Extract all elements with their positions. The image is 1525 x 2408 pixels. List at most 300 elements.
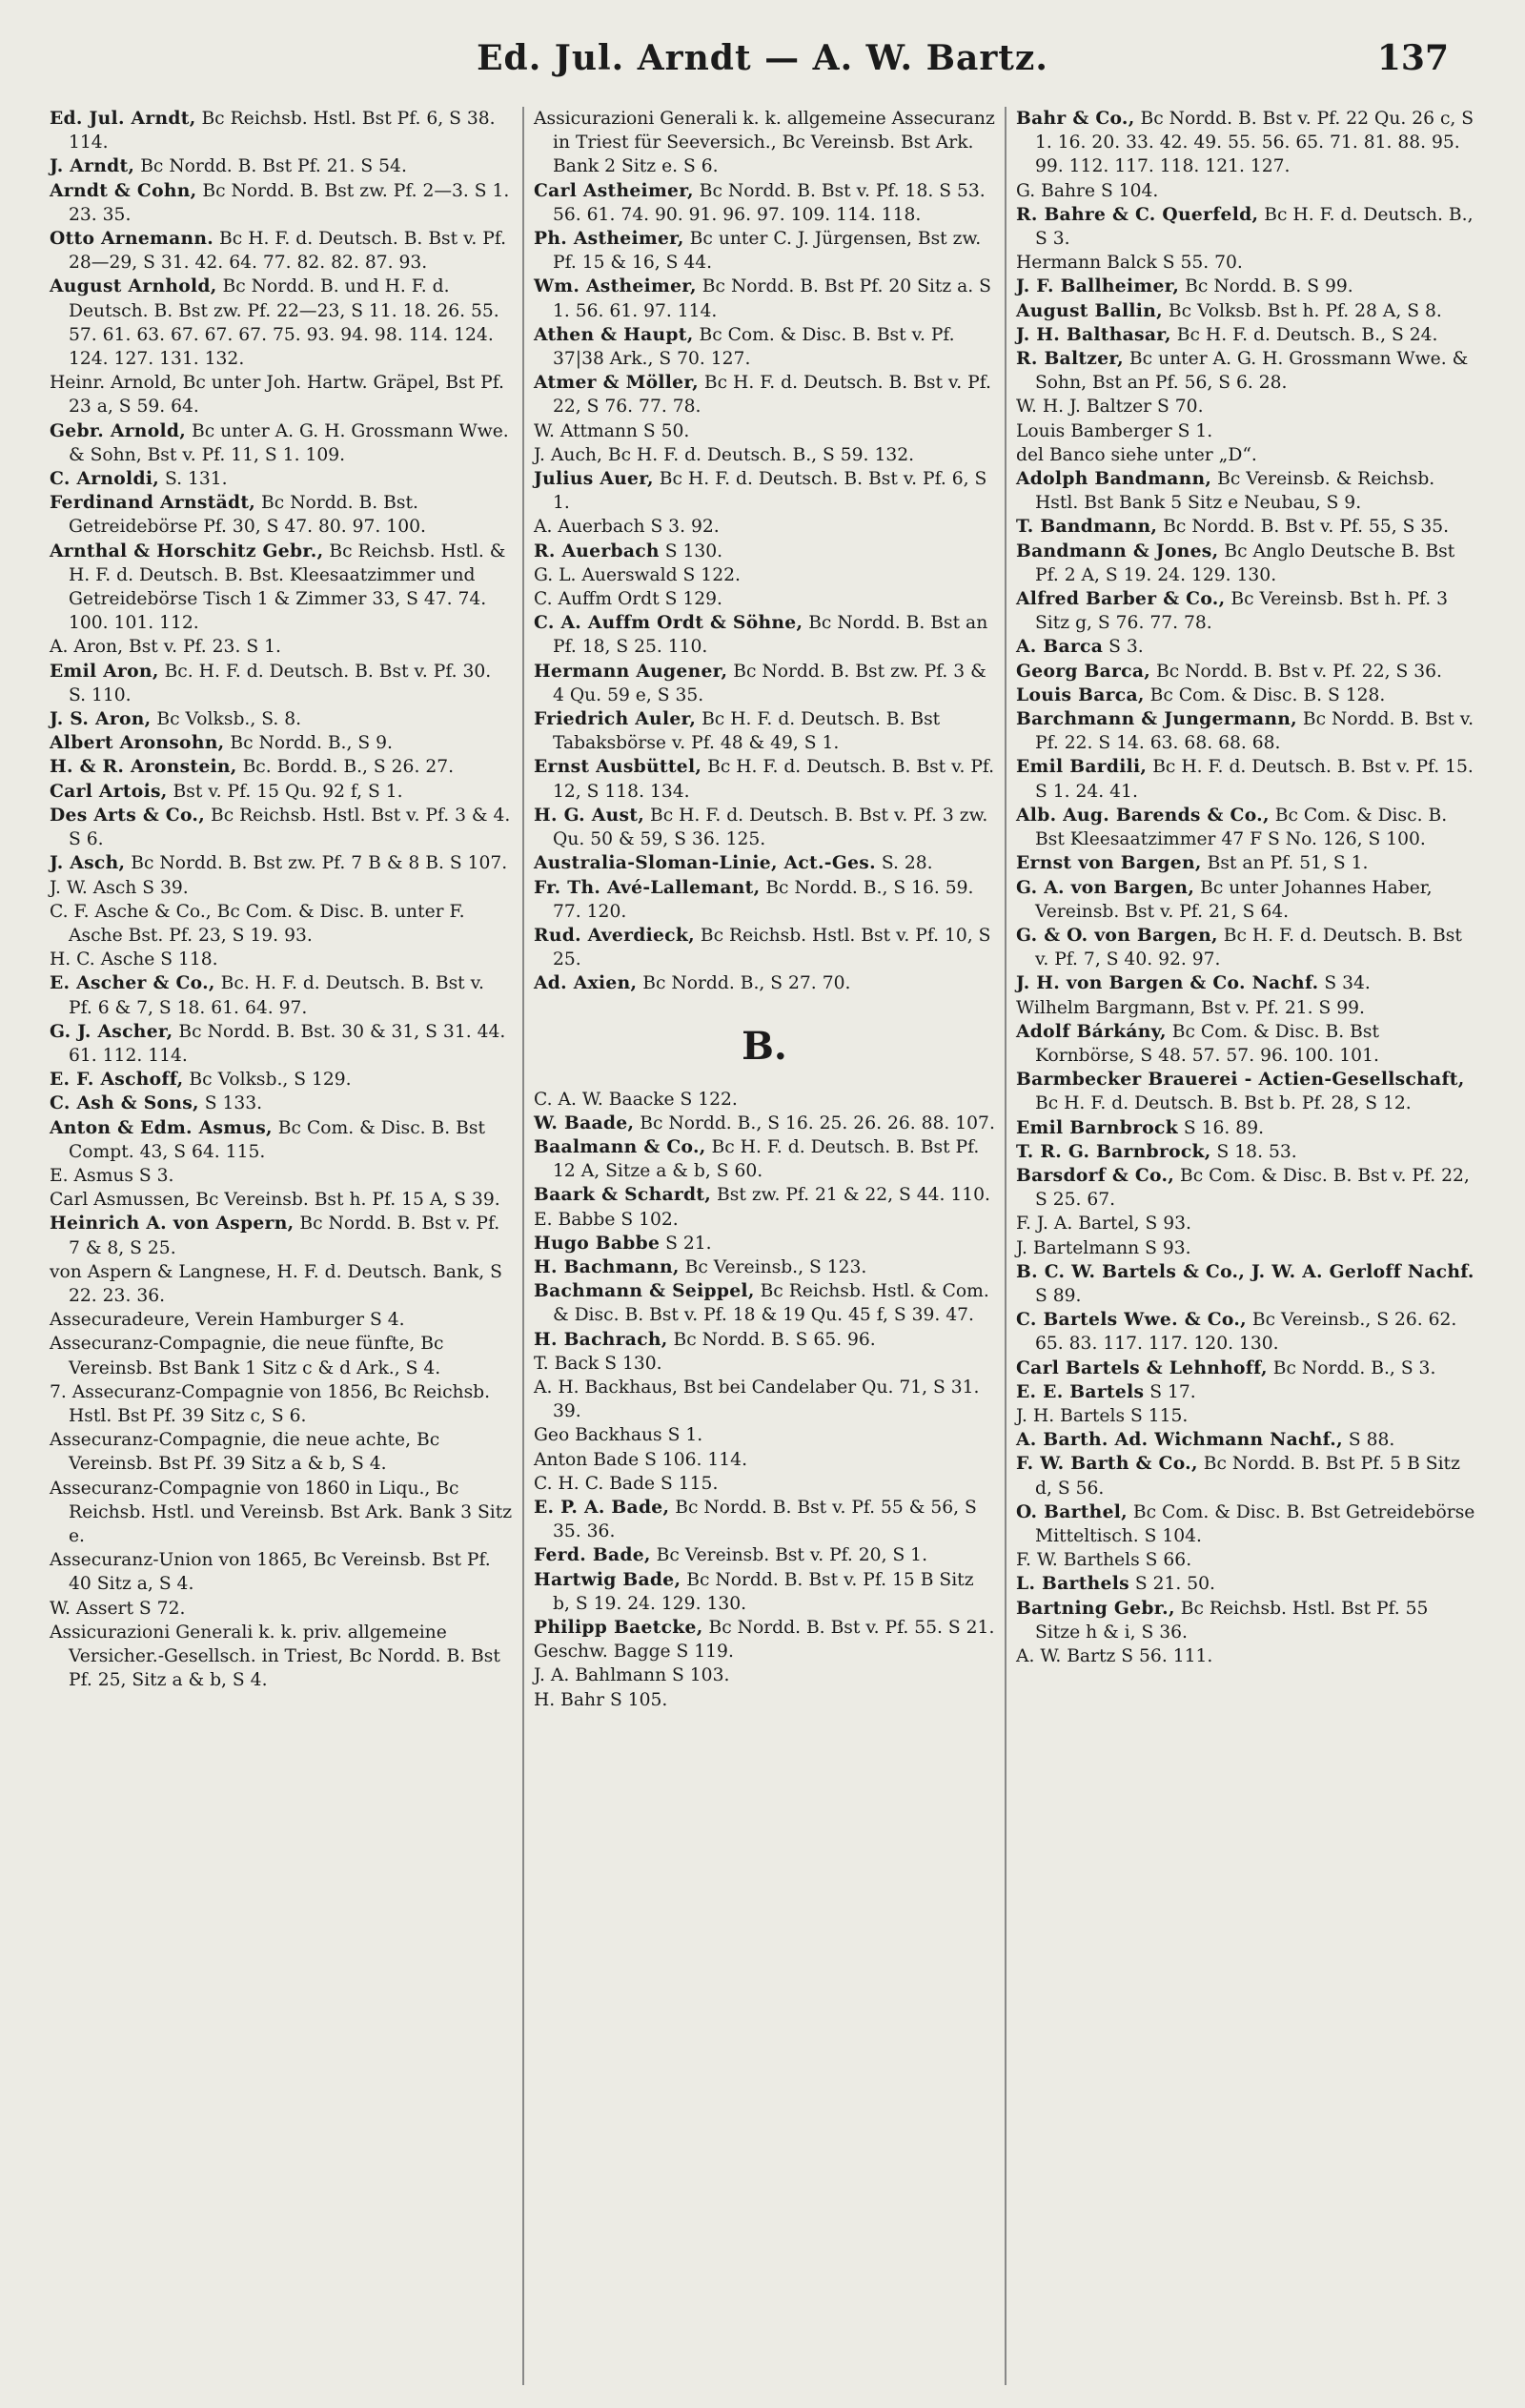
entry-details: Bc Vereinsb. & Reichsb. Hstl. Bst Bank 5 Sitz e Neubau, S 9. xyxy=(1035,469,1435,514)
entry-firm-name: H. G. Aust, xyxy=(534,804,645,826)
entry-details: Geo Backhaus S 1. xyxy=(534,1425,703,1446)
directory-entry xyxy=(50,780,513,804)
directory-entry xyxy=(1016,996,1477,1020)
entry-details: Assecuranz-Union von 1865, Bc Vereinsb. Bst Pf. 40 Sitz a, S 4. xyxy=(50,1550,491,1595)
entry-details: Bc Nordd. B. Bst v. Pf. 22. S 14. 63. 68. 68. 68. xyxy=(1035,709,1474,754)
directory-entry xyxy=(50,1212,513,1259)
entry-firm-name: F. W. Barth & Co., xyxy=(1016,1453,1198,1475)
entry-firm-name: Julius Auer, xyxy=(534,468,654,490)
directory-entry xyxy=(1016,587,1477,635)
directory-entry xyxy=(1016,1357,1477,1380)
directory-entry xyxy=(534,323,995,371)
directory-entry xyxy=(1016,299,1477,323)
entry-firm-name: Bandmann & Jones, xyxy=(1016,540,1219,561)
entry-firm-name: Barmbecker Brauerei - Actien-Gesellschaft, xyxy=(1016,1069,1465,1091)
entry-firm-name: Emil Aron, xyxy=(50,660,159,682)
entry-details: Bc Reichsb. Hstl. Bst Pf. 6, S 38. 114. xyxy=(69,109,496,153)
entry-details: Bc. H. F. d. Deutsch. B. Bst v. Pf. 30. S. 110. xyxy=(69,661,492,705)
entry-details: Bc Volksb. Bst h. Pf. 28 A, S 8. xyxy=(1162,300,1442,321)
entry-details: Bc Nordd. B. Bst v. Pf. 55, S 35. xyxy=(1157,517,1450,538)
directory-entry xyxy=(1016,876,1477,924)
entry-firm-name: G. J. Ascher, xyxy=(50,1020,173,1042)
entry-firm-name: Otto Arnemann. xyxy=(50,228,214,250)
entry-firm-name: Albert Aronsohn, xyxy=(50,732,225,754)
entry-details: S. 28. xyxy=(875,853,933,874)
entry-details: T. Back S 130. xyxy=(534,1353,662,1374)
directory-entry xyxy=(1016,1572,1477,1596)
entry-firm-name: H. Bachrach, xyxy=(534,1328,668,1350)
directory-entry xyxy=(534,1496,995,1543)
entry-firm-name: Louis Barca, xyxy=(1016,684,1145,705)
directory-entry xyxy=(534,1640,995,1663)
directory-entry xyxy=(1016,251,1477,275)
entry-firm-name: Atmer & Möller, xyxy=(534,372,699,394)
entry-firm-name: Hartwig Bade, xyxy=(534,1568,681,1590)
directory-entry xyxy=(534,1255,995,1279)
entry-details: S 130. xyxy=(659,541,723,561)
directory-entry xyxy=(1016,419,1477,443)
directory-entry xyxy=(50,1380,513,1428)
entry-details: Bc Nordd. B. Bst v. Pf. 18. S 53. 56. 61. 74. 90. 91. 96. 97. 109. 114. 118. xyxy=(553,180,986,225)
entry-firm-name: Arnthal & Horschitz Gebr., xyxy=(50,540,324,561)
directory-entry xyxy=(534,540,995,563)
entry-firm-name: Emil Bardili, xyxy=(1016,756,1148,778)
entry-details: Bc Nordd. B. Bst v. Pf. 15 B Sitz b, S 19. 24. 129. 130. xyxy=(553,1569,974,1614)
directory-entry xyxy=(534,755,995,803)
entry-details: S 17. xyxy=(1144,1381,1196,1402)
entry-details: S 18. 53. xyxy=(1210,1141,1297,1162)
entry-firm-name: R. Baltzer, xyxy=(1016,348,1124,370)
entry-details: Bc Nordd. B., S 16. 59. 77. 120. xyxy=(553,877,974,922)
entry-firm-name: J. Arndt, xyxy=(50,155,135,177)
entry-details: Assecuranz-Compagnie, die neue achte, Bc Vereinsb. Bst Pf. 39 Sitz a & b, S 4. xyxy=(50,1430,440,1475)
entry-firm-name: Ed. Jul. Arndt, xyxy=(50,108,196,129)
directory-entry xyxy=(1016,707,1477,755)
directory-entry xyxy=(50,1428,513,1476)
entry-details: Bc Reichsb. Hstl. & Com. & Disc. B. Bst v. Pf. 18 & 19 Qu. 45 f, S 39. 47. xyxy=(553,1281,989,1326)
entry-details: Assecuranz-Compagnie von 1860 in Liqu., Bc Reichsb. Hstl. und Vereinsb. Bst Ark. Bank 3 Sitz e. xyxy=(50,1478,513,1546)
entry-firm-name: E. P. A. Bade, xyxy=(534,1496,670,1518)
entry-details: Bc H. F. d. Deutsch. B., S 3. xyxy=(1035,204,1474,250)
directory-entry xyxy=(534,1663,995,1687)
directory-entry xyxy=(534,851,995,875)
directory-entry xyxy=(534,1376,995,1423)
directory-entry xyxy=(1016,851,1477,875)
entry-firm-name: O. Barthel, xyxy=(1016,1500,1128,1522)
entry-details: Anton Bade S 106. 114. xyxy=(534,1449,748,1470)
entry-firm-name: A. Barth. Ad. Wichmann Nachf., xyxy=(1016,1429,1343,1451)
directory-entry xyxy=(1016,1404,1477,1428)
running-title: Ed. Jul. Arndt — A. W. Bartz. xyxy=(477,38,1048,78)
directory-entry xyxy=(534,660,995,707)
directory-entry xyxy=(534,371,995,418)
directory-entry xyxy=(50,635,513,659)
entry-details: Bc H. F. d. Deutsch. B. Bst Pf. 12 A, Sitze a & b, S 60. xyxy=(553,1136,980,1182)
directory-entry xyxy=(50,491,513,539)
entry-firm-name: R. Bahre & C. Querfeld, xyxy=(1016,203,1259,225)
entry-firm-name: Heinrich A. von Aspern, xyxy=(50,1213,295,1235)
directory-entry xyxy=(1016,107,1477,179)
directory-entry xyxy=(534,467,995,515)
directory-entry xyxy=(534,1088,995,1112)
directory-entry xyxy=(50,1332,513,1379)
entry-details: Bc Nordd. B. S 99. xyxy=(1179,276,1353,297)
entry-details: Bc Anglo Deutsche B. Bst Pf. 2 A, S 19. 24. 129. 130. xyxy=(1035,541,1455,585)
directory-entry xyxy=(534,1135,995,1183)
entry-details: Bc Nordd. B. Bst Pf. 5 B Sitz d, S 56. xyxy=(1035,1454,1460,1499)
entry-firm-name: Philipp Baetcke, xyxy=(534,1616,703,1638)
entry-firm-name: Adolph Bandmann, xyxy=(1016,468,1212,490)
entry-details: Carl Asmussen, Bc Vereinsb. Bst h. Pf. 15 A, S 39. xyxy=(50,1190,500,1211)
entry-details: del Banco siehe unter „D“. xyxy=(1016,444,1257,465)
directory-entry xyxy=(534,924,995,971)
directory-entry xyxy=(1016,1164,1477,1212)
directory-entry xyxy=(534,563,995,587)
directory-entry xyxy=(50,227,513,275)
directory-entry xyxy=(1016,1236,1477,1260)
entry-firm-name: Australia-Sloman-Linie, Act.-Ges. xyxy=(534,852,876,874)
section-heading: B. xyxy=(742,1023,787,1069)
entry-firm-name: H. Bachmann, xyxy=(534,1255,680,1277)
directory-entry xyxy=(1016,203,1477,251)
entry-details: Bc Vereinsb. Bst h. Pf. 3 Sitz g, S 76. 77. 78. xyxy=(1035,589,1449,634)
entry-firm-name: A. Barca xyxy=(1016,636,1104,658)
directory-entry xyxy=(50,971,513,1019)
directory-entry xyxy=(1016,684,1477,707)
entry-firm-name: J. H. von Bargen & Co. Nachf. xyxy=(1016,972,1319,994)
entry-firm-name: Rud. Averdieck, xyxy=(534,924,695,946)
directory-entry xyxy=(534,1279,995,1327)
entry-firm-name: Friedrich Auler, xyxy=(534,708,697,730)
entry-details: Bc unter C. J. Jürgensen, Bst zw. Pf. 15 & 16, S 44. xyxy=(553,229,982,274)
directory-entry xyxy=(534,275,995,322)
directory-entry xyxy=(534,876,995,924)
entry-firm-name: Ad. Axien, xyxy=(534,972,638,994)
entry-firm-name: J. F. Ballheimer, xyxy=(1016,275,1180,297)
directory-entry xyxy=(50,1116,513,1164)
entry-details: 7. Assecuranz-Compagnie von 1856, Bc Reichsb. Hstl. Bst Pf. 39 Sitz c, S 6. xyxy=(50,1381,491,1426)
entry-firm-name: Baalmann & Co., xyxy=(534,1135,706,1157)
entry-details: Bc Nordd. B., S 9. xyxy=(224,733,393,754)
directory-entry xyxy=(534,587,995,611)
entry-firm-name: Carl Artois, xyxy=(50,780,168,802)
directory-entry xyxy=(50,371,513,418)
directory-entry xyxy=(1016,1548,1477,1572)
entry-details: Assicurazioni Generali k. k. allgemeine Assecuranz in Triest für Seeversich., Bc Vereinsb. Bst Ark. Bank 2 Sitz e. S 6. xyxy=(534,109,995,177)
directory-entry xyxy=(534,1448,995,1472)
directory-entry xyxy=(534,1472,995,1496)
entry-details: Bc H. F. d. Deutsch. B. Bst v. Pf. 6, S 1. xyxy=(553,469,987,514)
entry-firm-name: Bartning Gebr., xyxy=(1016,1597,1175,1619)
directory-entry xyxy=(534,179,995,227)
directory-entry xyxy=(50,1020,513,1068)
entry-details: E. Asmus S 3. xyxy=(50,1165,174,1186)
entry-details: C. A. W. Baacke S 122. xyxy=(534,1089,738,1110)
entry-firm-name: G. A. von Bargen, xyxy=(1016,876,1195,898)
entry-details: Bc Com. & Disc. B. S 128. xyxy=(1144,684,1386,705)
entry-details: Bc Nordd. B. S 65. 96. xyxy=(667,1329,876,1350)
entry-details: Bc H. F. d. Deutsch. B. Bst v. Pf. 12, S 118. 134. xyxy=(553,757,995,802)
directory-entry xyxy=(534,1543,995,1567)
entry-firm-name: L. Barthels xyxy=(1016,1573,1129,1595)
entry-details: Bc unter Johannes Haber, Vereinsb. Bst v. Pf. 21, S 64. xyxy=(1035,877,1433,922)
entry-firm-name: Baark & Schardt, xyxy=(534,1184,712,1206)
entry-details: Bc Volksb., S. 8. xyxy=(151,709,302,730)
entry-details: Wilhelm Bargmann, Bst v. Pf. 21. S 99. xyxy=(1016,997,1365,1018)
entry-details: G. Bahre S 104. xyxy=(1016,180,1159,201)
entry-details: Bc Nordd. B. Bst. Getreidebörse Pf. 30, S 47. 80. 97. 100. xyxy=(69,493,426,538)
directory-entry xyxy=(50,948,513,971)
directory-entry xyxy=(534,804,995,851)
entry-firm-name: Alfred Barber & Co., xyxy=(1016,588,1226,610)
entry-details: W. Assert S 72. xyxy=(50,1598,186,1619)
entry-details: Bc Nordd. B., S 27. 70. xyxy=(637,973,851,994)
directory-entry xyxy=(50,1068,513,1092)
entry-details: H. C. Asche S 118. xyxy=(50,949,218,970)
directory-entry xyxy=(534,1328,995,1352)
directory-entry xyxy=(1016,323,1477,347)
entry-details: Assecuranz-Compagnie, die neue fünfte, Bc Vereinsb. Bst Bank 1 Sitz c & d Ark., S 4. xyxy=(50,1334,444,1378)
entry-details: J. A. Bahlmann S 103. xyxy=(534,1665,730,1686)
entry-details: Bc Reichsb. Hstl. Bst Pf. 55 Sitze h & i, S 36. xyxy=(1035,1598,1429,1643)
entry-details: S 34. xyxy=(1318,973,1371,994)
directory-entry xyxy=(1016,971,1477,995)
entry-details: Bc. H. F. d. Deutsch. B. Bst v. Pf. 6 & 7, S 18. 61. 64. 97. xyxy=(69,973,484,1018)
entry-details: S 88. xyxy=(1342,1430,1395,1451)
entry-firm-name: C. Arnoldi, xyxy=(50,468,160,490)
entry-details: Bc H. F. d. Deutsch. B. Bst b. Pf. 28, S 12. xyxy=(1035,1093,1412,1114)
directory-entry xyxy=(534,1232,995,1255)
entry-details: W. Attmann S 50. xyxy=(534,420,690,441)
directory-entry xyxy=(534,1616,995,1640)
directory-entry xyxy=(1016,804,1477,851)
entry-details: Bc Nordd. B. Bst zw. Pf. 7 B & 8 B. S 107. xyxy=(125,853,508,874)
directory-entry xyxy=(534,1423,995,1447)
directory-entry xyxy=(534,227,995,275)
entry-details: S 133. xyxy=(198,1093,263,1114)
entry-firm-name: Ph. Astheimer, xyxy=(534,228,684,250)
entry-firm-name: Anton & Edm. Asmus, xyxy=(50,1116,273,1138)
entry-firm-name: C. Ash & Sons, xyxy=(50,1092,199,1114)
directory-entry xyxy=(1016,1068,1477,1115)
entry-details: Bc unter A. G. H. Grossmann Wwe. & Sohn, Bst an Pf. 56, S 6. 28. xyxy=(1035,349,1469,394)
entry-details: Geschw. Bagge S 119. xyxy=(534,1642,734,1663)
directory-entry xyxy=(1016,1212,1477,1235)
entry-details: Bc Com. & Disc. B. Bst Kleesaatzimmer 47 F S No. 126, S 100. xyxy=(1035,805,1448,850)
entry-details: C. H. C. Bade S 115. xyxy=(534,1473,719,1494)
entry-details: Bc Nordd. B. Bst v. Pf. 55. S 21. xyxy=(702,1617,995,1638)
directory-entry xyxy=(50,900,513,948)
entry-firm-name: J. S. Aron, xyxy=(50,708,152,730)
entry-firm-name: J. H. Balthasar, xyxy=(1016,323,1171,345)
entry-firm-name: H. & R. Aronstein, xyxy=(50,756,237,778)
entry-details: Bc Nordd. B. Bst v. Pf. 55 & 56, S 35. 36. xyxy=(553,1497,977,1542)
entry-firm-name: E. F. Aschoff, xyxy=(50,1069,184,1091)
entry-details: J. Auch, Bc H. F. d. Deutsch. B., S 59. 132. xyxy=(534,444,915,465)
directory-entry xyxy=(1016,1020,1477,1068)
entry-firm-name: Fr. Th. Avé-Lallemant, xyxy=(534,876,761,898)
directory-entry xyxy=(1016,1116,1477,1140)
directory-entry xyxy=(534,107,995,179)
directory-entry xyxy=(50,154,513,178)
directory-entry xyxy=(1016,1380,1477,1404)
entry-details: S 21. 50. xyxy=(1128,1574,1215,1595)
directory-entry xyxy=(1016,660,1477,684)
entry-details: A. W. Bartz S 56. 111. xyxy=(1016,1646,1213,1666)
directory-entry xyxy=(534,1112,995,1135)
directory-entry xyxy=(1016,395,1477,418)
entry-details: S 21. xyxy=(660,1233,712,1254)
directory-entry xyxy=(1016,540,1477,587)
directory-entry xyxy=(1016,1500,1477,1548)
directory-entry xyxy=(50,755,513,779)
entry-details: S 16. 89. xyxy=(1177,1117,1265,1138)
entry-firm-name: G. & O. von Bargen, xyxy=(1016,924,1218,946)
entry-firm-name: Arndt & Cohn, xyxy=(50,179,197,201)
entry-firm-name: C. Bartels Wwe. & Co., xyxy=(1016,1309,1247,1331)
directory-entry xyxy=(50,804,513,851)
directory-entry xyxy=(534,443,995,467)
directory-entry xyxy=(534,1688,995,1712)
entry-details: Bc Nordd. B. Bst zw. Pf. 2—3. S 1. 23. 35. xyxy=(69,180,510,225)
entry-firm-name: J. Asch, xyxy=(50,852,126,874)
entry-firm-name: Athen & Haupt, xyxy=(534,323,694,345)
entry-details: S 3. xyxy=(1103,637,1144,658)
entry-firm-name: Des Arts & Co., xyxy=(50,804,206,826)
entry-details: Louis Bamberger S 1. xyxy=(1016,420,1213,441)
entry-firm-name: E. E. Bartels xyxy=(1016,1380,1145,1402)
entry-firm-name: W. Baade, xyxy=(534,1112,635,1133)
entry-details: Bc H. F. d. Deutsch. B. Bst v. Pf. 3 zw. Qu. 50 & 59, S 36. 125. xyxy=(553,805,988,850)
directory-entry xyxy=(534,1183,995,1207)
directory-entry xyxy=(1016,467,1477,515)
directory-entry xyxy=(1016,1644,1477,1668)
directory-columns xyxy=(40,107,1487,2385)
entry-details: Hermann Balck S 55. 70. xyxy=(1016,253,1243,274)
entry-details: Bst an Pf. 51, S 1. xyxy=(1201,853,1369,874)
entry-details: Bc Vereinsb., S 123. xyxy=(679,1256,867,1277)
entry-details: Bc H. F. d. Deutsch. B. Bst v. Pf. 22, S 76. 77. 78. xyxy=(553,373,991,418)
directory-entry xyxy=(534,419,995,443)
entry-details: Bc Volksb., S 129. xyxy=(183,1070,352,1091)
directory-entry xyxy=(534,1568,995,1616)
directory-entry xyxy=(1016,179,1477,203)
entry-details: A. Aron, Bst v. Pf. 23. S 1. xyxy=(50,637,281,658)
entry-details: Bc Nordd. B. Bst v. Pf. 7 & 8, S 25. xyxy=(69,1214,500,1258)
directory-entry xyxy=(1016,1140,1477,1164)
entry-firm-name: Ferdinand Arnstädt, xyxy=(50,492,256,514)
directory-entry xyxy=(1016,755,1477,803)
entry-details: Heinr. Arnold, Bc unter Joh. Hartw. Gräpel, Bst Pf. 23 a, S 59. 64. xyxy=(50,373,504,418)
directory-entry xyxy=(50,1308,513,1332)
entry-firm-name: August Ballin, xyxy=(1016,299,1163,321)
entry-firm-name: R. Auerbach xyxy=(534,540,660,561)
entry-details: W. H. J. Baltzer S 70. xyxy=(1016,397,1204,418)
entry-firm-name: C. A. Auffm Ordt & Söhne, xyxy=(534,612,803,634)
entry-details: Bc Nordd. B. und H. F. d. Deutsch. B. Bst zw. Pf. 22—23, S 11. 18. 26. 55. 57. 61. 63. 67. 67. 67. 75. 93. 94. 98. 114. 124. 124. 127. 131. 132. xyxy=(69,276,499,370)
directory-entry xyxy=(50,107,513,154)
entry-details: E. Babbe S 102. xyxy=(534,1209,679,1230)
directory-entry xyxy=(534,971,995,995)
entry-details: A. Auerbach S 3. 92. xyxy=(534,517,720,538)
entry-details: Assecuradeure, Verein Hamburger S 4. xyxy=(50,1310,405,1331)
page-number: 137 xyxy=(1376,38,1449,78)
entry-firm-name: Barchmann & Jungermann, xyxy=(1016,708,1297,730)
directory-entry xyxy=(1016,275,1477,298)
entry-firm-name: Ferd. Bade, xyxy=(534,1544,651,1566)
entry-details: Bc Com. & Disc. B. Bst Getreidebörse Mitteltisch. S 104. xyxy=(1035,1501,1475,1546)
entry-details: Bc Nordd. B. Bst Pf. 21. S 54. xyxy=(134,156,407,177)
entry-details: Bc Com. & Disc. B. Bst Compt. 43, S 64. 115. xyxy=(69,1117,486,1162)
entry-details: Bc Nordd. B., S 16. 25. 26. 26. 88. 107. xyxy=(634,1112,995,1133)
entry-details: S 89. xyxy=(1035,1285,1082,1306)
entry-details: Bc Nordd. B. Bst v. Pf. 22, S 36. xyxy=(1150,661,1442,682)
entry-details: F. W. Barthels S 66. xyxy=(1016,1550,1192,1571)
directory-entry xyxy=(50,1164,513,1188)
entry-details: Bc H. F. d. Deutsch. B. Bst v. Pf. 28—29, S 31. 42. 64. 77. 82. 82. 87. 93. xyxy=(69,229,507,274)
directory-entry xyxy=(1016,635,1477,659)
directory-entry xyxy=(1016,1452,1477,1500)
directory-entry xyxy=(50,1477,513,1549)
directory-entry xyxy=(534,1352,995,1376)
directory-entry xyxy=(534,515,995,539)
entry-firm-name: T. Bandmann, xyxy=(1016,516,1158,538)
directory-entry xyxy=(50,467,513,491)
entry-firm-name: Ernst Ausbüttel, xyxy=(534,756,702,778)
entry-details: C. F. Asche & Co., Bc Com. & Disc. B. unter F. Asche Bst. Pf. 23, S 19. 93. xyxy=(50,901,465,946)
directory-entry xyxy=(1016,515,1477,539)
directory-entry xyxy=(1016,443,1477,467)
entry-firm-name: E. Ascher & Co., xyxy=(50,972,215,994)
directory-entry xyxy=(50,1548,513,1596)
entry-details: S. 131. xyxy=(159,469,228,490)
entry-details: J. W. Asch S 39. xyxy=(50,877,189,898)
entry-details: Assicurazioni Generali k. k. priv. allgemeine Versicher.-Gesellsch. in Triest, Bc Nordd. B. Bst Pf. 25, Sitz a & b, S 4. xyxy=(50,1622,500,1691)
entry-firm-name: Bachmann & Seippel, xyxy=(534,1280,755,1302)
entry-firm-name: August Arnhold, xyxy=(50,275,217,297)
directory-entry xyxy=(1016,1428,1477,1452)
entry-details: Bc Reichsb. Hstl. Bst v. Pf. 3 & 4. S 6. xyxy=(69,805,511,850)
directory-entry xyxy=(50,851,513,875)
entry-details: Bc H. F. d. Deutsch. B., S 24. xyxy=(1170,324,1438,345)
entry-details: Bc Com. & Disc. B. Bst Kornbörse, S 48. 57. 57. 96. 100. 101. xyxy=(1035,1021,1379,1066)
entry-firm-name: Alb. Aug. Barends & Co., xyxy=(1016,804,1270,826)
entry-details: Bc Nordd. B., S 3. xyxy=(1267,1357,1436,1378)
directory-entry xyxy=(50,1260,513,1308)
directory-entry xyxy=(1016,1308,1477,1356)
directory-entry xyxy=(534,707,995,755)
entry-firm-name: Georg Barca, xyxy=(1016,660,1151,682)
column-left xyxy=(40,107,522,2385)
entry-firm-name: Gebr. Arnold, xyxy=(50,419,187,441)
entry-details: Bc Nordd. B. Bst. 30 & 31, S 31. 44. 61. 112. 114. xyxy=(69,1021,506,1066)
entry-details: Bst v. Pf. 15 Qu. 92 f, S 1. xyxy=(167,781,403,802)
entry-firm-name: Emil Barnbrock xyxy=(1016,1116,1178,1138)
entry-firm-name: Barsdorf & Co., xyxy=(1016,1164,1175,1186)
entry-details: von Aspern & Langnese, H. F. d. Deutsch. Bank, S 22. 23. 36. xyxy=(50,1261,502,1306)
directory-entry xyxy=(50,1092,513,1115)
directory-entry xyxy=(1016,924,1477,971)
entry-firm-name: Hugo Babbe xyxy=(534,1232,661,1254)
entry-details: J. H. Bartels S 115. xyxy=(1016,1405,1189,1426)
entry-details: C. Auffm Ordt S 129. xyxy=(534,589,722,610)
entry-details: Bc Reichsb. Hstl. & H. F. d. Deutsch. B. Bst. Kleesaatzimmer und Getreidebörse Tisch 1 & Zimmer 33, S 47. 74. 100. 101. 112. xyxy=(69,541,506,634)
entry-firm-name: Carl Astheimer, xyxy=(534,179,694,201)
column-middle xyxy=(522,107,1005,2385)
entry-details: H. Bahr S 105. xyxy=(534,1689,668,1710)
entry-details: Bc Vereinsb., S 26. 62. 65. 83. 117. 117. 120. 130. xyxy=(1035,1310,1457,1355)
entry-firm-name: Hermann Augener, xyxy=(534,660,728,682)
